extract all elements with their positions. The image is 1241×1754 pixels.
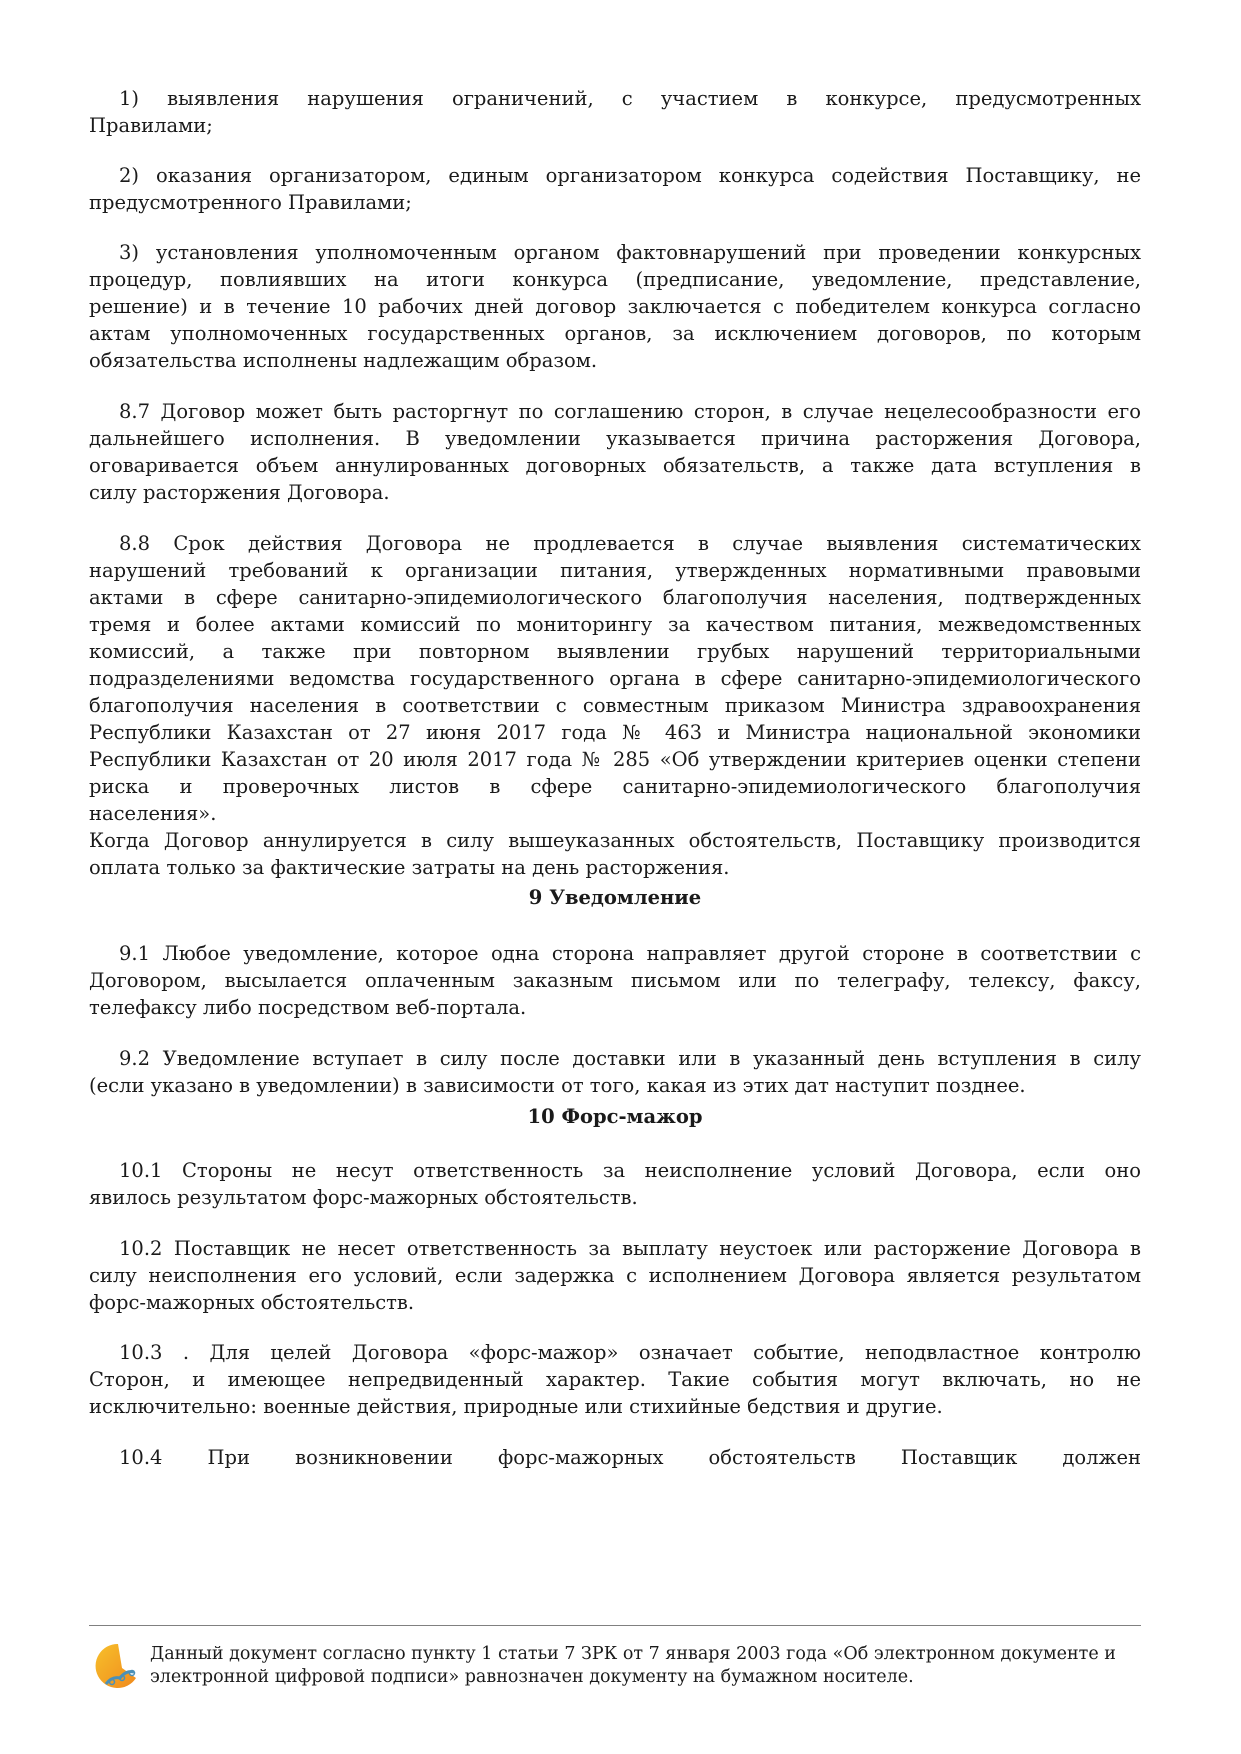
text-line: 8.8 Срок действия Договора не продлевается в случае выявления систематических	[119, 532, 1141, 555]
footer-legal-line: электронной цифровой подписи» равнозначен документу на бумажном носителе.	[150, 1667, 914, 1687]
text-line: исключительно: военные действия, природные или стихийные бедствия и другие.	[89, 1395, 943, 1418]
text-line: Правилами;	[89, 114, 213, 137]
text-line: 9.2 Уведомление вступает в силу после доставки или в указанный день вступления в силу	[119, 1047, 1141, 1070]
text-line: Когда Договор аннулируется в силу вышеуказанных обстоятельств, Поставщику производится	[89, 829, 1141, 852]
text-line: населения».	[89, 802, 217, 825]
text-line: Сторон, и имеющее непредвиденный характер. Такие события могут включать, но не	[89, 1368, 1141, 1391]
text-line: благополучия населения в соответствии с совместным приказом Министра здравоохранения	[89, 694, 1141, 717]
text-line: силу расторжения Договора.	[89, 481, 390, 504]
text-line: обязательства исполнены надлежащим образом.	[89, 349, 598, 372]
footer-legal-line: Данный документ согласно пункту 1 статьи 7 ЗРК от 7 января 2003 года «Об электронном документе и	[150, 1644, 1116, 1664]
section-heading-9: 9 Уведомление	[528, 886, 702, 909]
text-line: комиссий, а также при повторном выявлении грубых нарушений территориальными	[89, 640, 1141, 663]
text-line: процедур, повлиявших на итоги конкурса (предписание, уведомление, представление,	[89, 268, 1141, 291]
text-line: форс-мажорных обстоятельств.	[89, 1291, 415, 1314]
text-line: предусмотренного Правилами;	[89, 191, 412, 214]
text-line: Республики Казахстан от 27 июня 2017 года № 463 и Министра национальной экономики	[89, 721, 1141, 744]
text-line: (если указано в уведомлении) в зависимости от того, какая из этих дат наступит позднее.	[89, 1074, 1026, 1097]
text-line: 10.3 . Для целей Договора «форс-мажор» означает событие, неподвластное контролю	[119, 1341, 1141, 1364]
text-line: 3) установления уполномоченным органом фактовнарушений при проведении конкурсных	[119, 241, 1141, 264]
text-line: решение) и в течение 10 рабочих дней договор заключается с победителем конкурса согласно	[89, 295, 1141, 318]
text-line: 1) выявления нарушения ограничений, с участием в конкурсе, предусмотренных	[119, 87, 1141, 110]
text-line: 10.4 При возникновении форс-мажорных обстоятельств Поставщик должен	[119, 1446, 1141, 1469]
text-line: риска и проверочных листов в сфере санитарно-эпидемиологического благополучия	[89, 775, 1141, 798]
text-line: 2) оказания организатором, единым организатором конкурса содействия Поставщику, не	[119, 164, 1141, 187]
text-line: нарушений требований к организации питания, утвержденных нормативными правовыми	[89, 559, 1141, 582]
text-line: 8.7 Договор может быть расторгнут по соглашению сторон, в случае нецелесообразности его	[119, 400, 1141, 423]
text-line: явилось результатом форс-мажорных обстоятельств.	[89, 1186, 638, 1209]
text-line: Договором, высылается оплаченным заказным письмом или по телеграфу, телексу, факсу,	[89, 969, 1141, 992]
text-line: силу неисполнения его условий, если задержка с исполнением Договора является результатом	[89, 1264, 1141, 1287]
footer-divider	[89, 1625, 1141, 1626]
text-line: актами в сфере санитарно-эпидемиологического благополучия населения, подтвержденных	[89, 586, 1141, 609]
text-line: тремя и более актами комиссий по мониторингу за качеством питания, межведомственных	[89, 613, 1141, 636]
text-line: телефаксу либо посредством веб-портала.	[89, 996, 527, 1019]
text-line: 9.1 Любое уведомление, которое одна сторона направляет другой стороне в соответствии с	[119, 942, 1141, 965]
text-line: 10.2 Поставщик не несет ответственность за выплату неустоек или расторжение Договора в	[119, 1237, 1141, 1260]
text-line: оговаривается объем аннулированных договорных обязательств, а также дата вступления в	[89, 454, 1141, 477]
text-line: подразделениями ведомства государственного органа в сфере санитарно-эпидемиологического	[89, 667, 1141, 690]
section-heading-10: 10 Форс-мажор	[527, 1105, 703, 1128]
text-line: актам уполномоченных государственных органов, за исключением договоров, по которым	[89, 322, 1141, 345]
text-line: оплата только за фактические затраты на день расторжения.	[89, 856, 730, 879]
text-line: 10.1 Стороны не несут ответственность за неисполнение условий Договора, если оно	[119, 1159, 1141, 1182]
text-line: дальнейшего исполнения. В уведомлении указывается причина расторжения Договора,	[89, 427, 1141, 450]
text-line: Республики Казахстан от 20 июля 2017 года № 285 «Об утверждении критериев оценки степени	[89, 748, 1141, 771]
egov-sun-logo-icon	[92, 1640, 144, 1692]
